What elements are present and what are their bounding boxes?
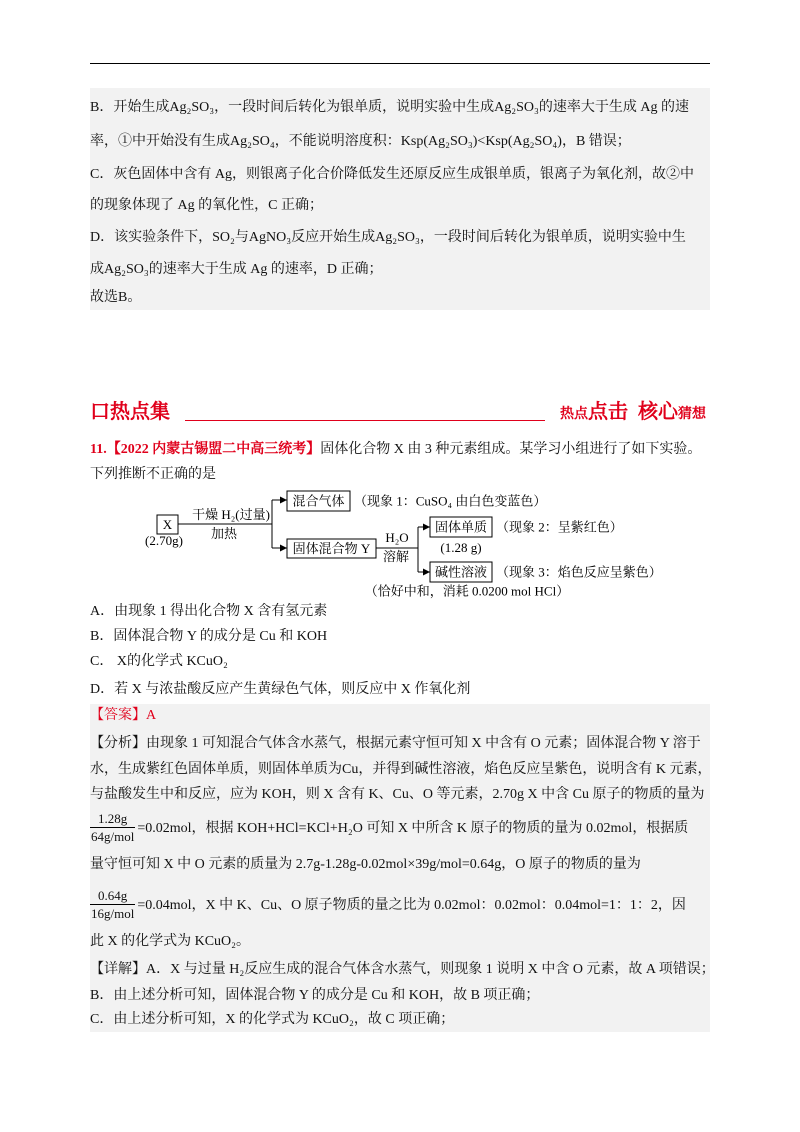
gas-box-label: 混合气体 [292,493,345,509]
explanation-line-3: C．灰色固体中含有 Ag，则银离子化合价降低发生还原反应生成银单质，银离子为氧化剂，故②中 [90,167,694,182]
explanation-line-2: 率，①中开始没有生成Ag₂SO₄，不能说明溶度积：Ksp(Ag₂SO₃)<Ksp(Ag₂SO₄)，B 错误； [90,134,631,149]
option-b: B．固体混合物 Y 的成分是 Cu 和 KOH [90,629,328,644]
analysis-line-3: 与盐酸发生中和反应，应为 KOH，则 X 含有 K、Cu、O 等元素，2.70g X 中含 Cu 原子的物质的量为 [90,787,705,802]
section-banner [90,397,710,425]
explanation-conclusion: 故选B。 [90,290,142,305]
analysis-line-1: 【分析】由现象 1 可知混合气体含水蒸气，根据元素守恒可知 X 中含有 O 元素；固体混合物 Y 溶于 [90,736,701,751]
question-number-source: 11.【2022 内蒙古锡盟二中高三统考】 [90,442,321,457]
fraction-tail: =0.04mol，X 中 K、Cu、O 原子物质的量之比为 0.02mol：0.02mol：0.04mol=1：1：2，因 [137,898,686,913]
start-compound-mass: (2.70g) [145,533,183,548]
solution-observation: （现象 3：焰色反应呈紫色） [496,564,662,580]
step2-reagent: H₂O [385,530,409,545]
solution-panel [90,704,715,1032]
question-stem-line-2: 下列推断不正确的是 [90,467,216,482]
element-box-label: 固体单质 [434,519,488,535]
analysis-conclusion: 此 X 的化学式为 KCuO₂。 [90,934,251,949]
banner-title: 口热点集 [90,399,170,423]
detail-line-c: C．由上述分析可知，X 的化学式为 KCuO₂，故 C 项正确； [90,1012,455,1027]
header-rule [90,63,710,64]
option-a: A．由现象 1 得出化合物 X 含有氢元素 [90,604,328,619]
step2-condition: 溶解 [382,549,410,564]
question-stem-line-1 [90,440,701,460]
banner-tag-small-1: 热点 [560,406,588,422]
fraction-numerator: 1.28g [90,810,135,828]
fraction-tail: =0.02mol，根据 KOH+HCl=KCl+H₂O 可知 X 中所含 K 原子的物质的量为 0.02mol，根据质 [137,821,689,836]
explanation-line-1: B．开始生成Ag₂SO₃，一段时间后转化为银单质，说明实验中生成Ag₂SO₃的速率大于生成 Ag 的速 [90,100,689,115]
explanation-line-4: 的现象体现了 Ag 的氧化性，C 正确； [90,198,323,213]
fraction-denominator: 16g/mol [91,905,135,921]
neutralization-note: （恰好中和，消耗 0.0200 mol HCl） [364,583,570,599]
fraction-numerator: 0.64g [90,887,135,905]
detail-line-a: 【详解】A．X 与过量 H₂反应生成的混合气体含水蒸气，则现象 1 说明 X 中含 O 元素，故 A 项错误； [90,962,715,977]
previous-explanation-panel [90,88,710,310]
banner-rule [185,420,545,421]
step1-reagent: 干燥 H₂(过量) [192,507,270,522]
analysis-mass-line: 量守恒可知 X 中 O 元素的质量为 2.7g-1.28g-0.02mol×39g/mol=0.64g，O 原子的物质的量为 [90,857,641,872]
solution-box-label: 碱性溶液 [434,564,488,580]
analysis-fraction-line-2 [90,885,686,923]
start-compound-label: X [162,517,173,532]
banner-tag-big-1: 点击 [588,399,628,423]
option-d: D．若 X 与浓盐酸反应产生黄绿色气体，则反应中 X 作氧化剂 [90,682,471,697]
question-stem-text: 固体化合物 X 由 3 种元素组成。某学习小组进行了如下实验。 [320,442,702,457]
fraction-copper-moles [90,810,135,845]
solid-mix-label: 固体混合物 Y [292,541,371,556]
gas-observation: （现象 1：CuSO₄ 由白色变蓝色） [354,493,547,509]
step1-condition: 加热 [210,526,238,541]
banner-tag-big-2: 核心 [638,399,678,423]
banner-tag-small-2: 猜想 [678,406,706,422]
explanation-line-6: 成Ag₂SO₃的速率大于生成 Ag 的速率，D 正确； [90,262,383,277]
analysis-fraction-line-1 [90,808,688,846]
option-c: C． X的化学式 KCuO₂ [90,654,228,669]
analysis-line-2: 水，生成紫红色固体单质，则固体单质为Cu，并得到碱性溶液，焰色反应呈紫色，说明含有 K 元素， [90,762,712,777]
element-mass: (1.28 g) [440,540,482,555]
banner-tags [560,397,706,425]
explanation-line-5: D．该实验条件下，SO₂与AgNO₃反应开始生成Ag₂SO₃，一段时间后转化为银单质，说明实验中生 [90,230,686,245]
fraction-oxygen-moles [90,887,135,922]
fraction-denominator: 64g/mol [91,828,135,844]
detail-line-b: B．由上述分析可知，固体混合物 Y 的成分是 Cu 和 KOH，故 B 项正确； [90,988,540,1003]
answer-label: 【答案】A [90,708,157,723]
experiment-flowchart [0,482,800,602]
element-observation: （现象 2：呈紫红色） [496,519,623,535]
